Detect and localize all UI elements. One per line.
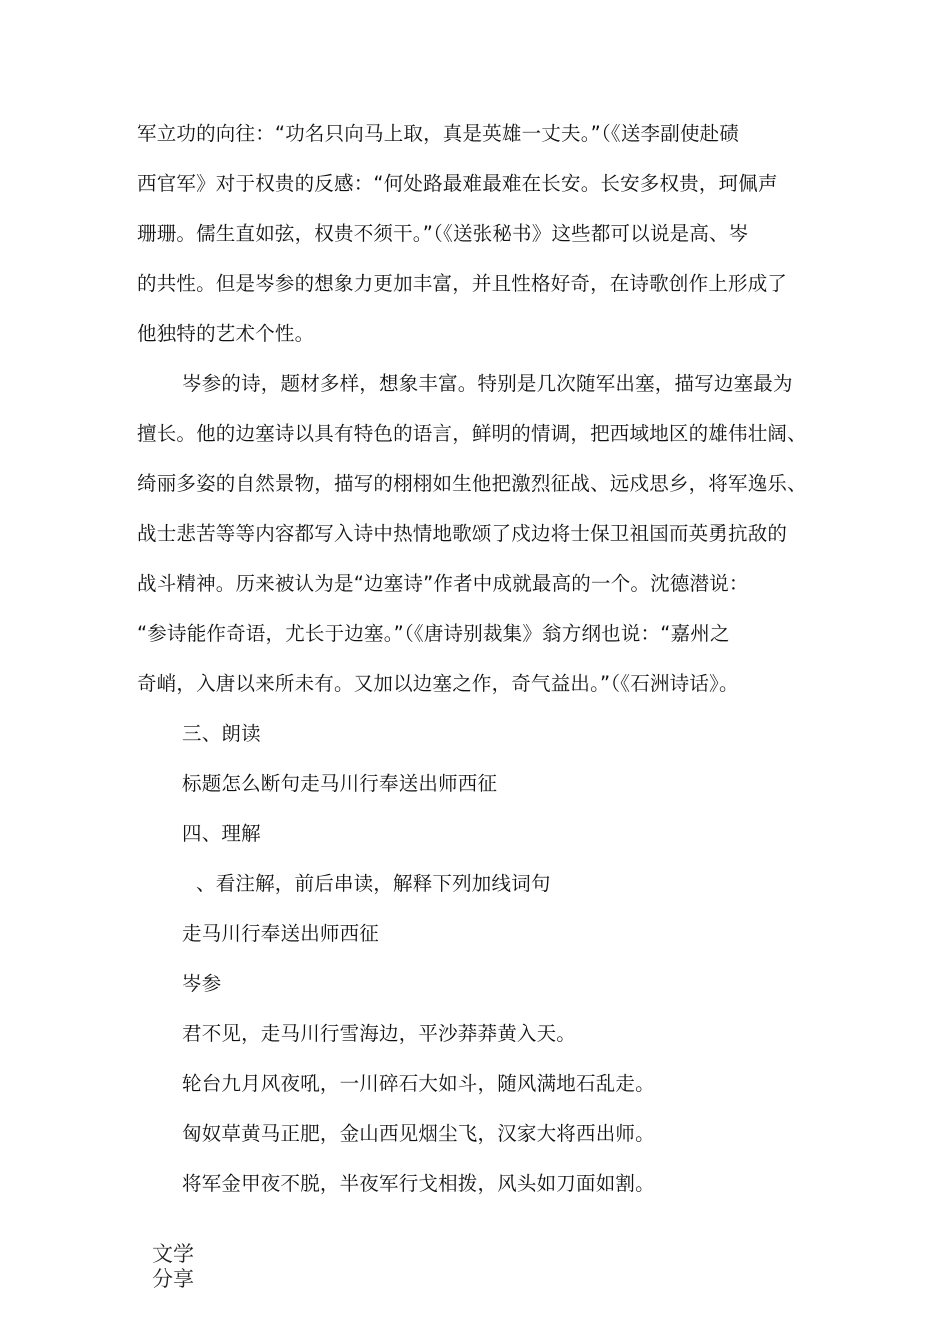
paragraph-1-line-3: 珊珊。儒生直如弦，权贵不须干。”（《送张秘书》这些都可以说是高、岑 <box>137 222 749 245</box>
paragraph-1-line-1: 军立功的向往：“功名只向马上取，真是英雄一丈夫。”（《送李副使赴碛 <box>137 122 740 145</box>
footer-line-1: 文学 <box>152 1242 194 1266</box>
paragraph-2-line-5: 战斗精神。历来被认为是“边塞诗”作者中成就最高的一个。沈德潜说： <box>137 572 749 595</box>
paragraph-1-line-4: 的共性。但是岑参的想象力更加丰富，并且性格好奇，在诗歌创作上形成了 <box>137 272 788 295</box>
section-4-heading: 四、理解 <box>182 822 261 845</box>
paragraph-2-line-4: 战士悲苦等等内容都写入诗中热情地歌颂了戍边将士保卫祖国而英勇抗敌的 <box>137 522 788 545</box>
paragraph-2-line-3: 绮丽多姿的自然景物，描写的栩栩如生他把激烈征战、远戍思乡，将军逸乐、 <box>137 472 807 495</box>
poem-line-2: 轮台九月风夜吼，一川碎石大如斗，随风满地石乱走。 <box>182 1072 655 1095</box>
footer-label <box>152 1242 194 1292</box>
poem-line-1: 君不见，走马川行雪海边，平沙莽莽黄入天。 <box>182 1022 577 1045</box>
paragraph-1-line-2: 西官军》对于权贵的反感：“何处路最难最难在长安。长安多权贵，珂佩声 <box>137 172 778 195</box>
section-4-instruction: 、看注解，前后串读，解释下列加线词句 <box>196 872 551 895</box>
section-3-heading: 三、朗读 <box>182 722 261 745</box>
section-3-text: 标题怎么断句走马川行奉送出师西征 <box>182 772 498 795</box>
paragraph-2-line-2: 擅长。他的边塞诗以具有特色的语言，鲜明的情调，把西域地区的雄伟壮阔、 <box>137 422 807 445</box>
poem-author: 岑参 <box>182 972 222 995</box>
poem-line-4: 将军金甲夜不脱，半夜军行戈相拨，风头如刀面如割。 <box>182 1172 655 1195</box>
poem-title: 走马川行奉送出师西征 <box>182 922 380 945</box>
paragraph-2-line-6: “参诗能作奇语，尤长于边塞。”（《唐诗别裁集》翁方纲也说：“嘉州之 <box>137 622 730 645</box>
poem-line-3: 匈奴草黄马正肥，金山西见烟尘飞，汉家大将西出师。 <box>182 1122 655 1145</box>
paragraph-2-line-7: 奇峭，入唐以来所未有。又加以边塞之作，奇气益出。”（《石洲诗话》。 <box>137 672 739 695</box>
paragraph-2-line-1: 岑参的诗，题材多样，想象丰富。特别是几次随军出塞，描写边塞最为 <box>182 372 793 395</box>
paragraph-1-line-5: 他独特的艺术个性。 <box>137 322 315 345</box>
footer-line-2: 分享 <box>152 1267 194 1291</box>
